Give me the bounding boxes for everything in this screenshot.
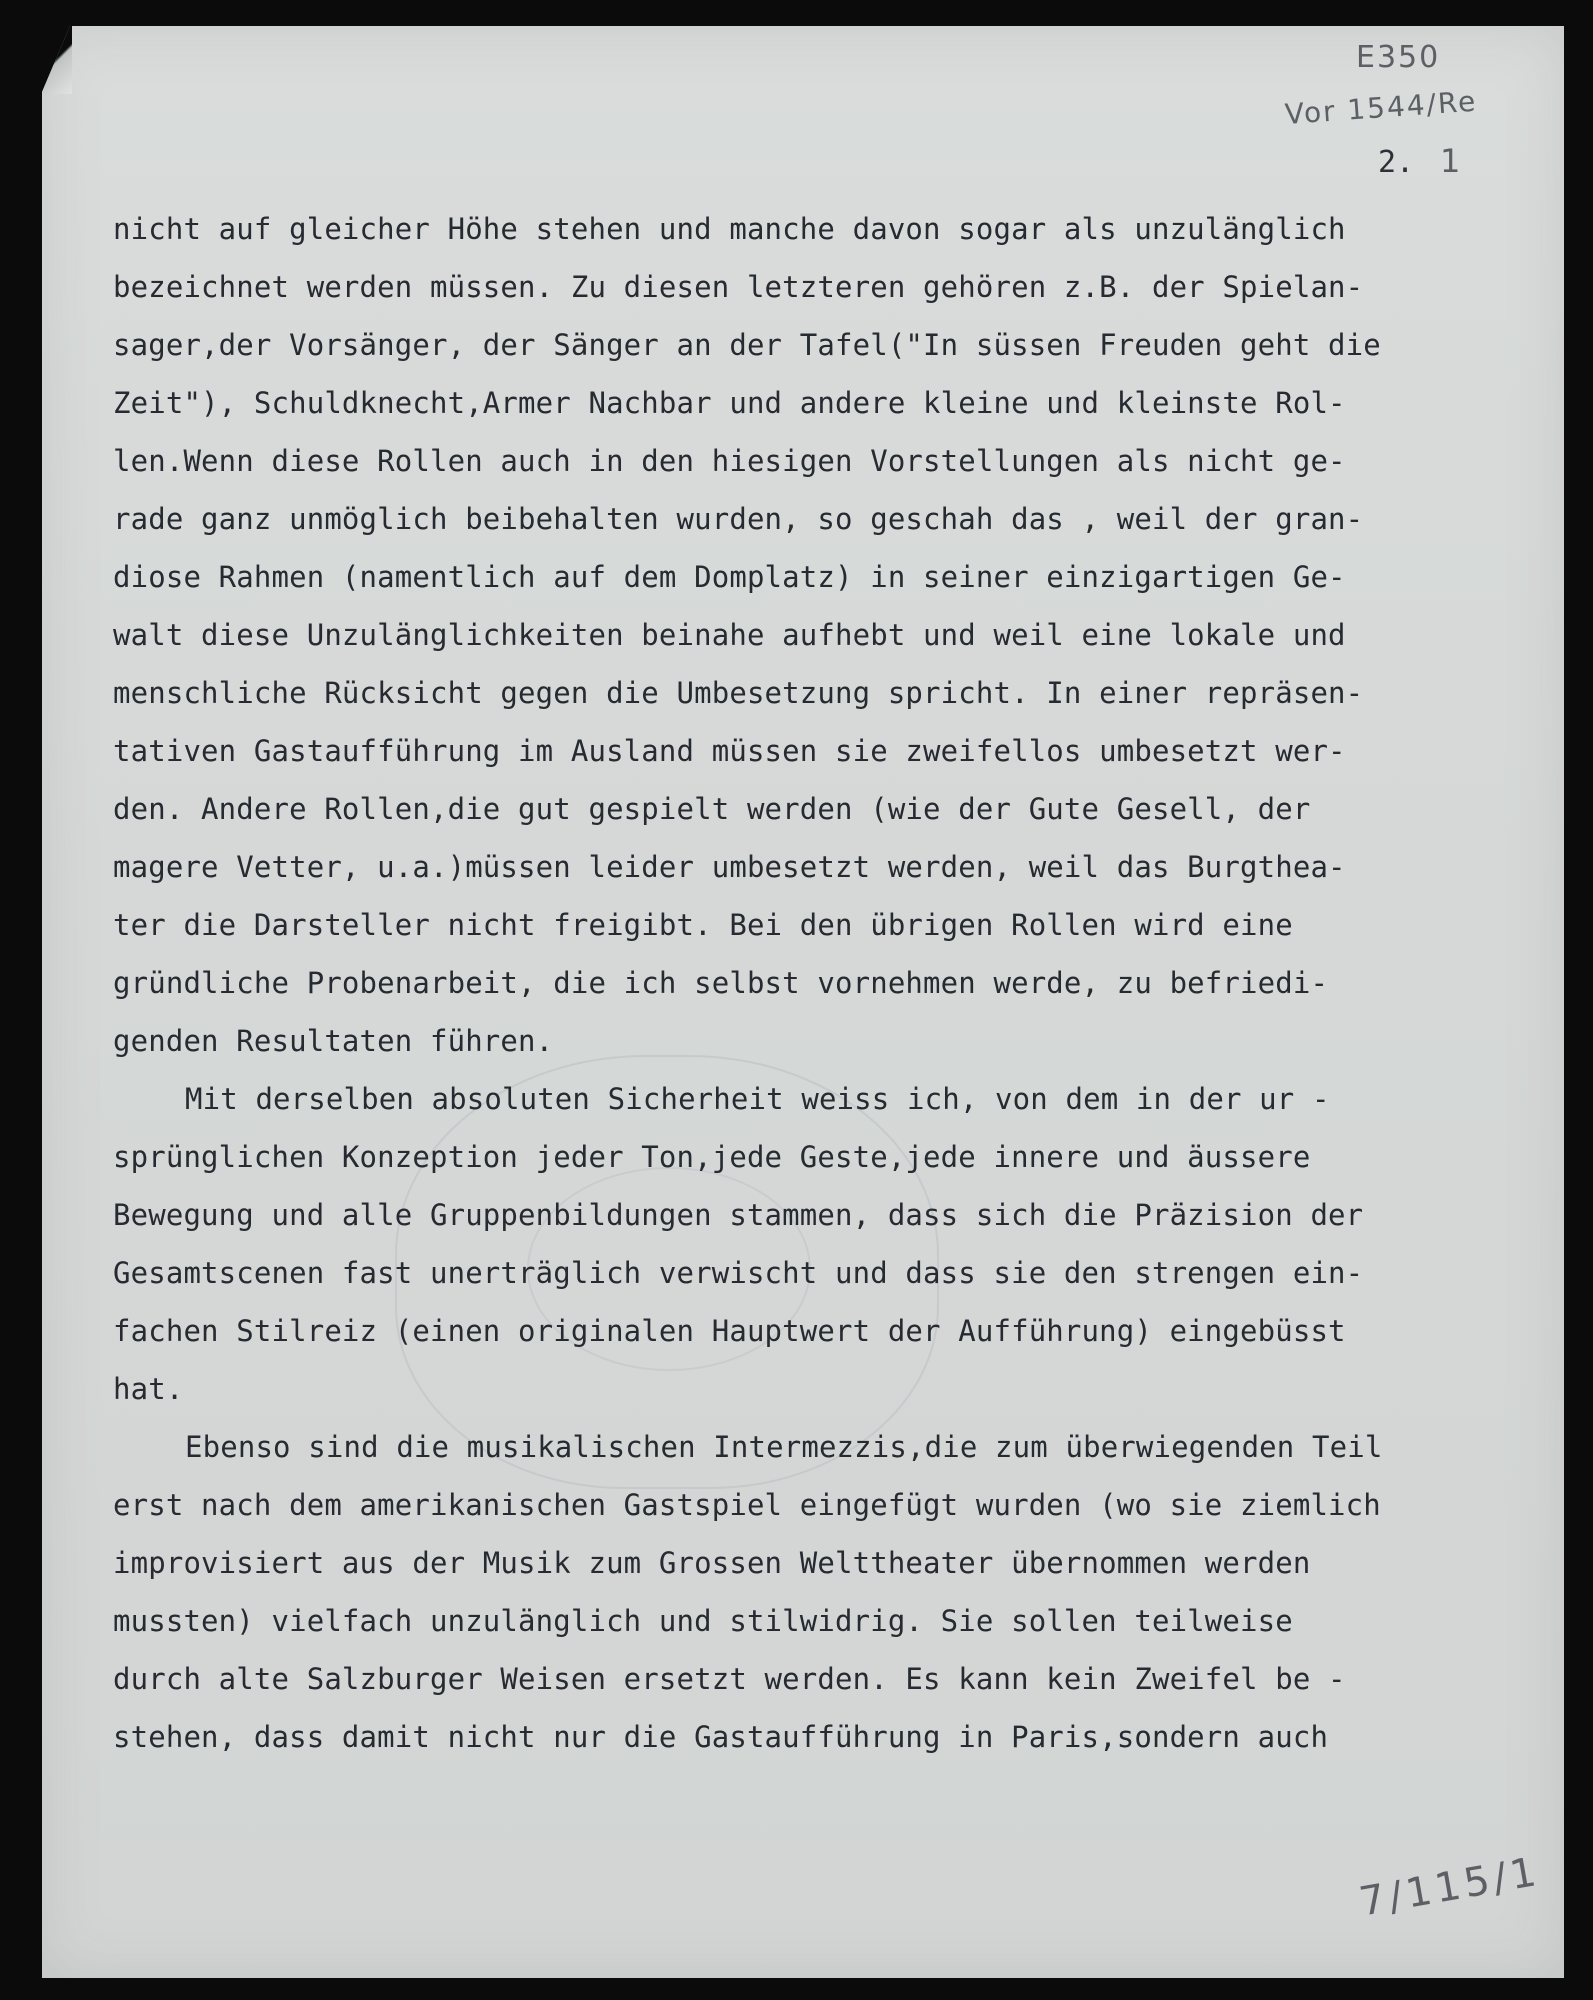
text-line: tativen Gastaufführung im Ausland müssen sie zweifellos umbesetzt wer- bbox=[113, 734, 1346, 768]
text-line: fachen Stilreiz (einen originalen Hauptwert der Aufführung) eingebüsst bbox=[113, 1314, 1346, 1348]
text-line: magere Vetter, u.a.)müssen leider umbesetzt werden, weil das Burgthea- bbox=[113, 850, 1346, 884]
archive-signature: Vor 1544/Re bbox=[1283, 84, 1479, 131]
text-line: hat. bbox=[113, 1372, 184, 1406]
text-line: durch alte Salzburger Weisen ersetzt werden. Es kann kein Zweifel be - bbox=[113, 1662, 1346, 1696]
text-line: Gesamtscenen fast unerträglich verwischt und dass sie den strengen ein- bbox=[113, 1256, 1364, 1290]
page-number: 2. bbox=[1378, 145, 1415, 180]
handwritten-page-number: 1 bbox=[1440, 142, 1461, 180]
text-line: Bewegung und alle Gruppenbildungen stammen, dass sich die Präzision der bbox=[113, 1198, 1364, 1232]
text-line: ter die Darsteller nicht freigibt. Bei den übrigen Rollen wird eine bbox=[113, 908, 1293, 942]
text-line: mussten) vielfach unzulänglich und stilwidrig. Sie sollen teilweise bbox=[113, 1604, 1293, 1638]
catalog-number: E350 bbox=[1356, 40, 1441, 75]
text-line: improvisiert aus der Musik zum Grossen Welttheater übernommen werden bbox=[113, 1546, 1311, 1580]
text-line: bezeichnet werden müssen. Zu diesen letzteren gehören z.B. der Spielan- bbox=[113, 270, 1364, 304]
text-line: den. Andere Rollen,die gut gespielt werden (wie der Gute Gesell, der bbox=[113, 792, 1311, 826]
text-line: Ebenso sind die musikalischen Intermezzis,die zum überwiegenden Teil bbox=[185, 1430, 1383, 1464]
text-line: walt diese Unzulänglichkeiten beinahe aufhebt und weil eine lokale und bbox=[113, 618, 1346, 652]
text-line: stehen, dass damit nicht nur die Gastaufführung in Paris,sondern auch bbox=[113, 1720, 1329, 1754]
text-line: Mit derselben absoluten Sicherheit weiss ich, von dem in der ur - bbox=[185, 1082, 1330, 1116]
text-line: rade ganz unmöglich beibehalten wurden, so geschah das , weil der gran- bbox=[113, 502, 1364, 536]
text-line: gründliche Probenarbeit, die ich selbst vornehmen werde, zu befriedi- bbox=[113, 966, 1329, 1000]
text-line: sprünglichen Konzeption jeder Ton,jede Geste,jede innere und äussere bbox=[113, 1140, 1311, 1174]
text-line: nicht auf gleicher Höhe stehen und manche davon sogar als unzulänglich bbox=[113, 212, 1346, 246]
text-line: sager,der Vorsänger, der Sänger an der Tafel("In süssen Freuden geht die bbox=[113, 328, 1381, 362]
text-line: menschliche Rücksicht gegen die Umbesetzung spricht. In einer repräsen- bbox=[113, 676, 1364, 710]
text-line: diose Rahmen (namentlich auf dem Domplatz) in seiner einzigartigen Ge- bbox=[113, 560, 1346, 594]
text-line: genden Resultaten führen. bbox=[113, 1024, 554, 1058]
letter-body bbox=[113, 200, 1513, 1766]
text-line: len.Wenn diese Rollen auch in den hiesigen Vorstellungen als nicht ge- bbox=[113, 444, 1346, 478]
text-line: Zeit"), Schuldknecht,Armer Nachbar und andere kleine und kleinste Rol- bbox=[113, 386, 1346, 420]
folio-number: 7/115/1 bbox=[1356, 1848, 1544, 1926]
text-line: erst nach dem amerikanischen Gastspiel eingefügt wurden (wo sie ziemlich bbox=[113, 1488, 1381, 1522]
